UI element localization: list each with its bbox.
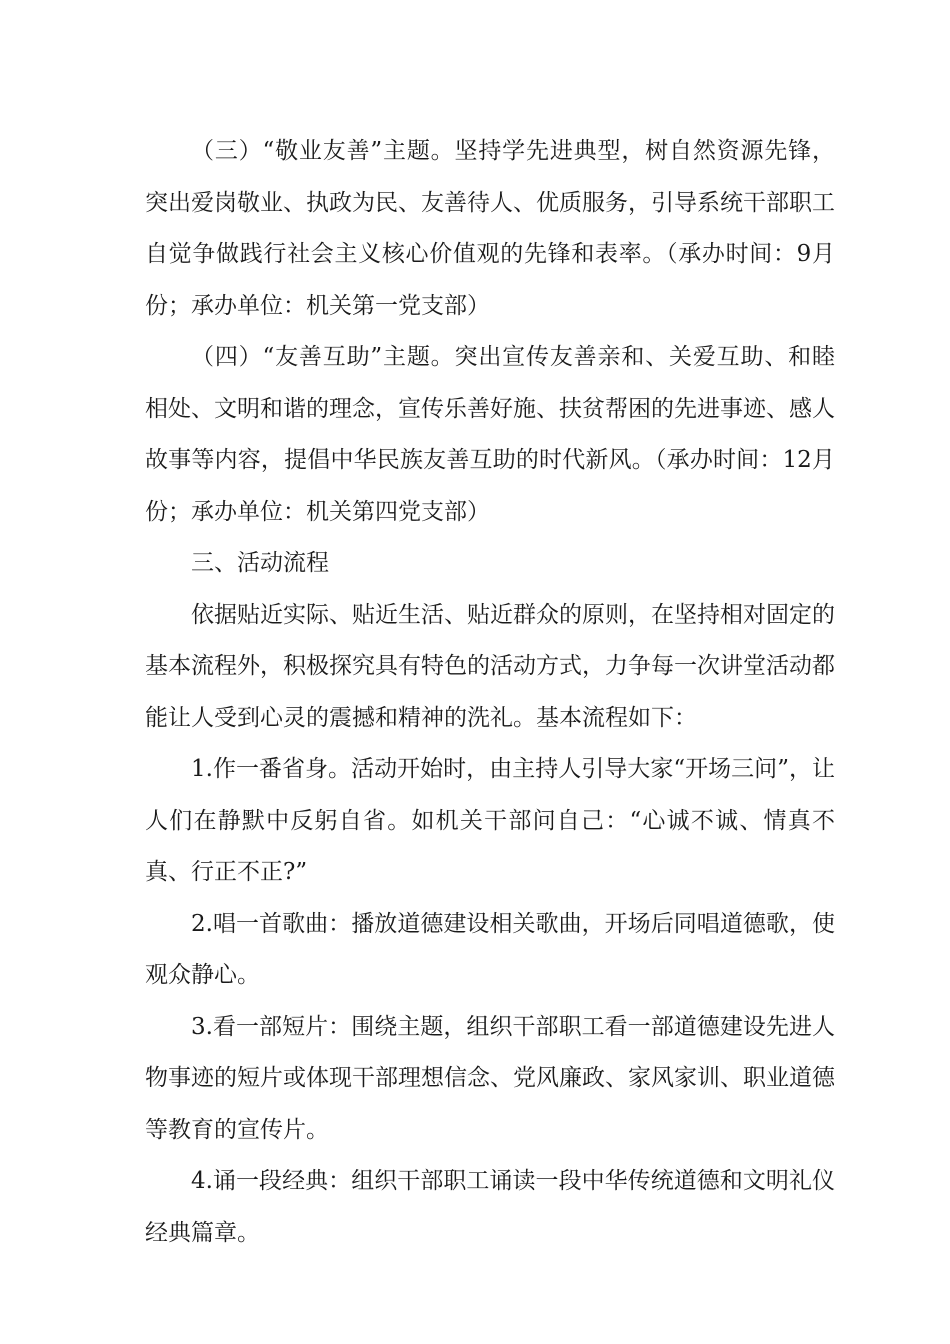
paragraph-step-four: 4.诵一段经典：组织干部职工诵读一段中华传统道德和文明礼仪经典篇章。	[145, 1168, 835, 1246]
paragraph-theme-three: （三）“敬业友善”主题。坚持学先进典型，树自然资源先锋，突出爱岗敬业、执政为民、友善待人、优质服务，引导系统干部职工自觉争做践行社会主义核心价值观的先锋和表率。（承办时间：9月份；承办单位：机关第一党支部）	[145, 138, 835, 319]
section-heading-activity-process: 三、活动流程	[191, 550, 329, 576]
paragraph-process-intro: 依据贴近实际、贴近生活、贴近群众的原则，在坚持相对固定的基本流程外，积极探究具有特色的活动方式，力争每一次讲堂活动都能让人受到心灵的震撼和精神的洗礼。基本流程如下：	[145, 601, 835, 731]
paragraph-step-three: 3.看一部短片：围绕主题，组织干部职工看一部道德建设先进人物事迹的短片或体现干部理想信念、党风廉政、家风家训、职业道德等教育的宣传片。	[145, 1013, 835, 1143]
paragraph-step-one: 1.作一番省身。活动开始时，由主持人引导大家“开场三问”，让人们在静默中反躬自省。如机关干部问自己：“心诚不诚、情真不真、行正不正?”	[145, 756, 835, 885]
paragraph-step-two: 2.唱一首歌曲：播放道德建设相关歌曲，开场后同唱道德歌，使观众静心。	[145, 910, 835, 988]
document-body	[145, 126, 835, 1259]
paragraph-theme-four: （四）“友善互助”主题。突出宣传友善亲和、关爱互助、和睦相处、文明和谐的理念，宣传乐善好施、扶贫帮困的先进事迹、感人故事等内容，提倡中华民族友善互助的时代新风。（承办时间：12月份；承办单位：机关第四党支部）	[145, 344, 835, 525]
